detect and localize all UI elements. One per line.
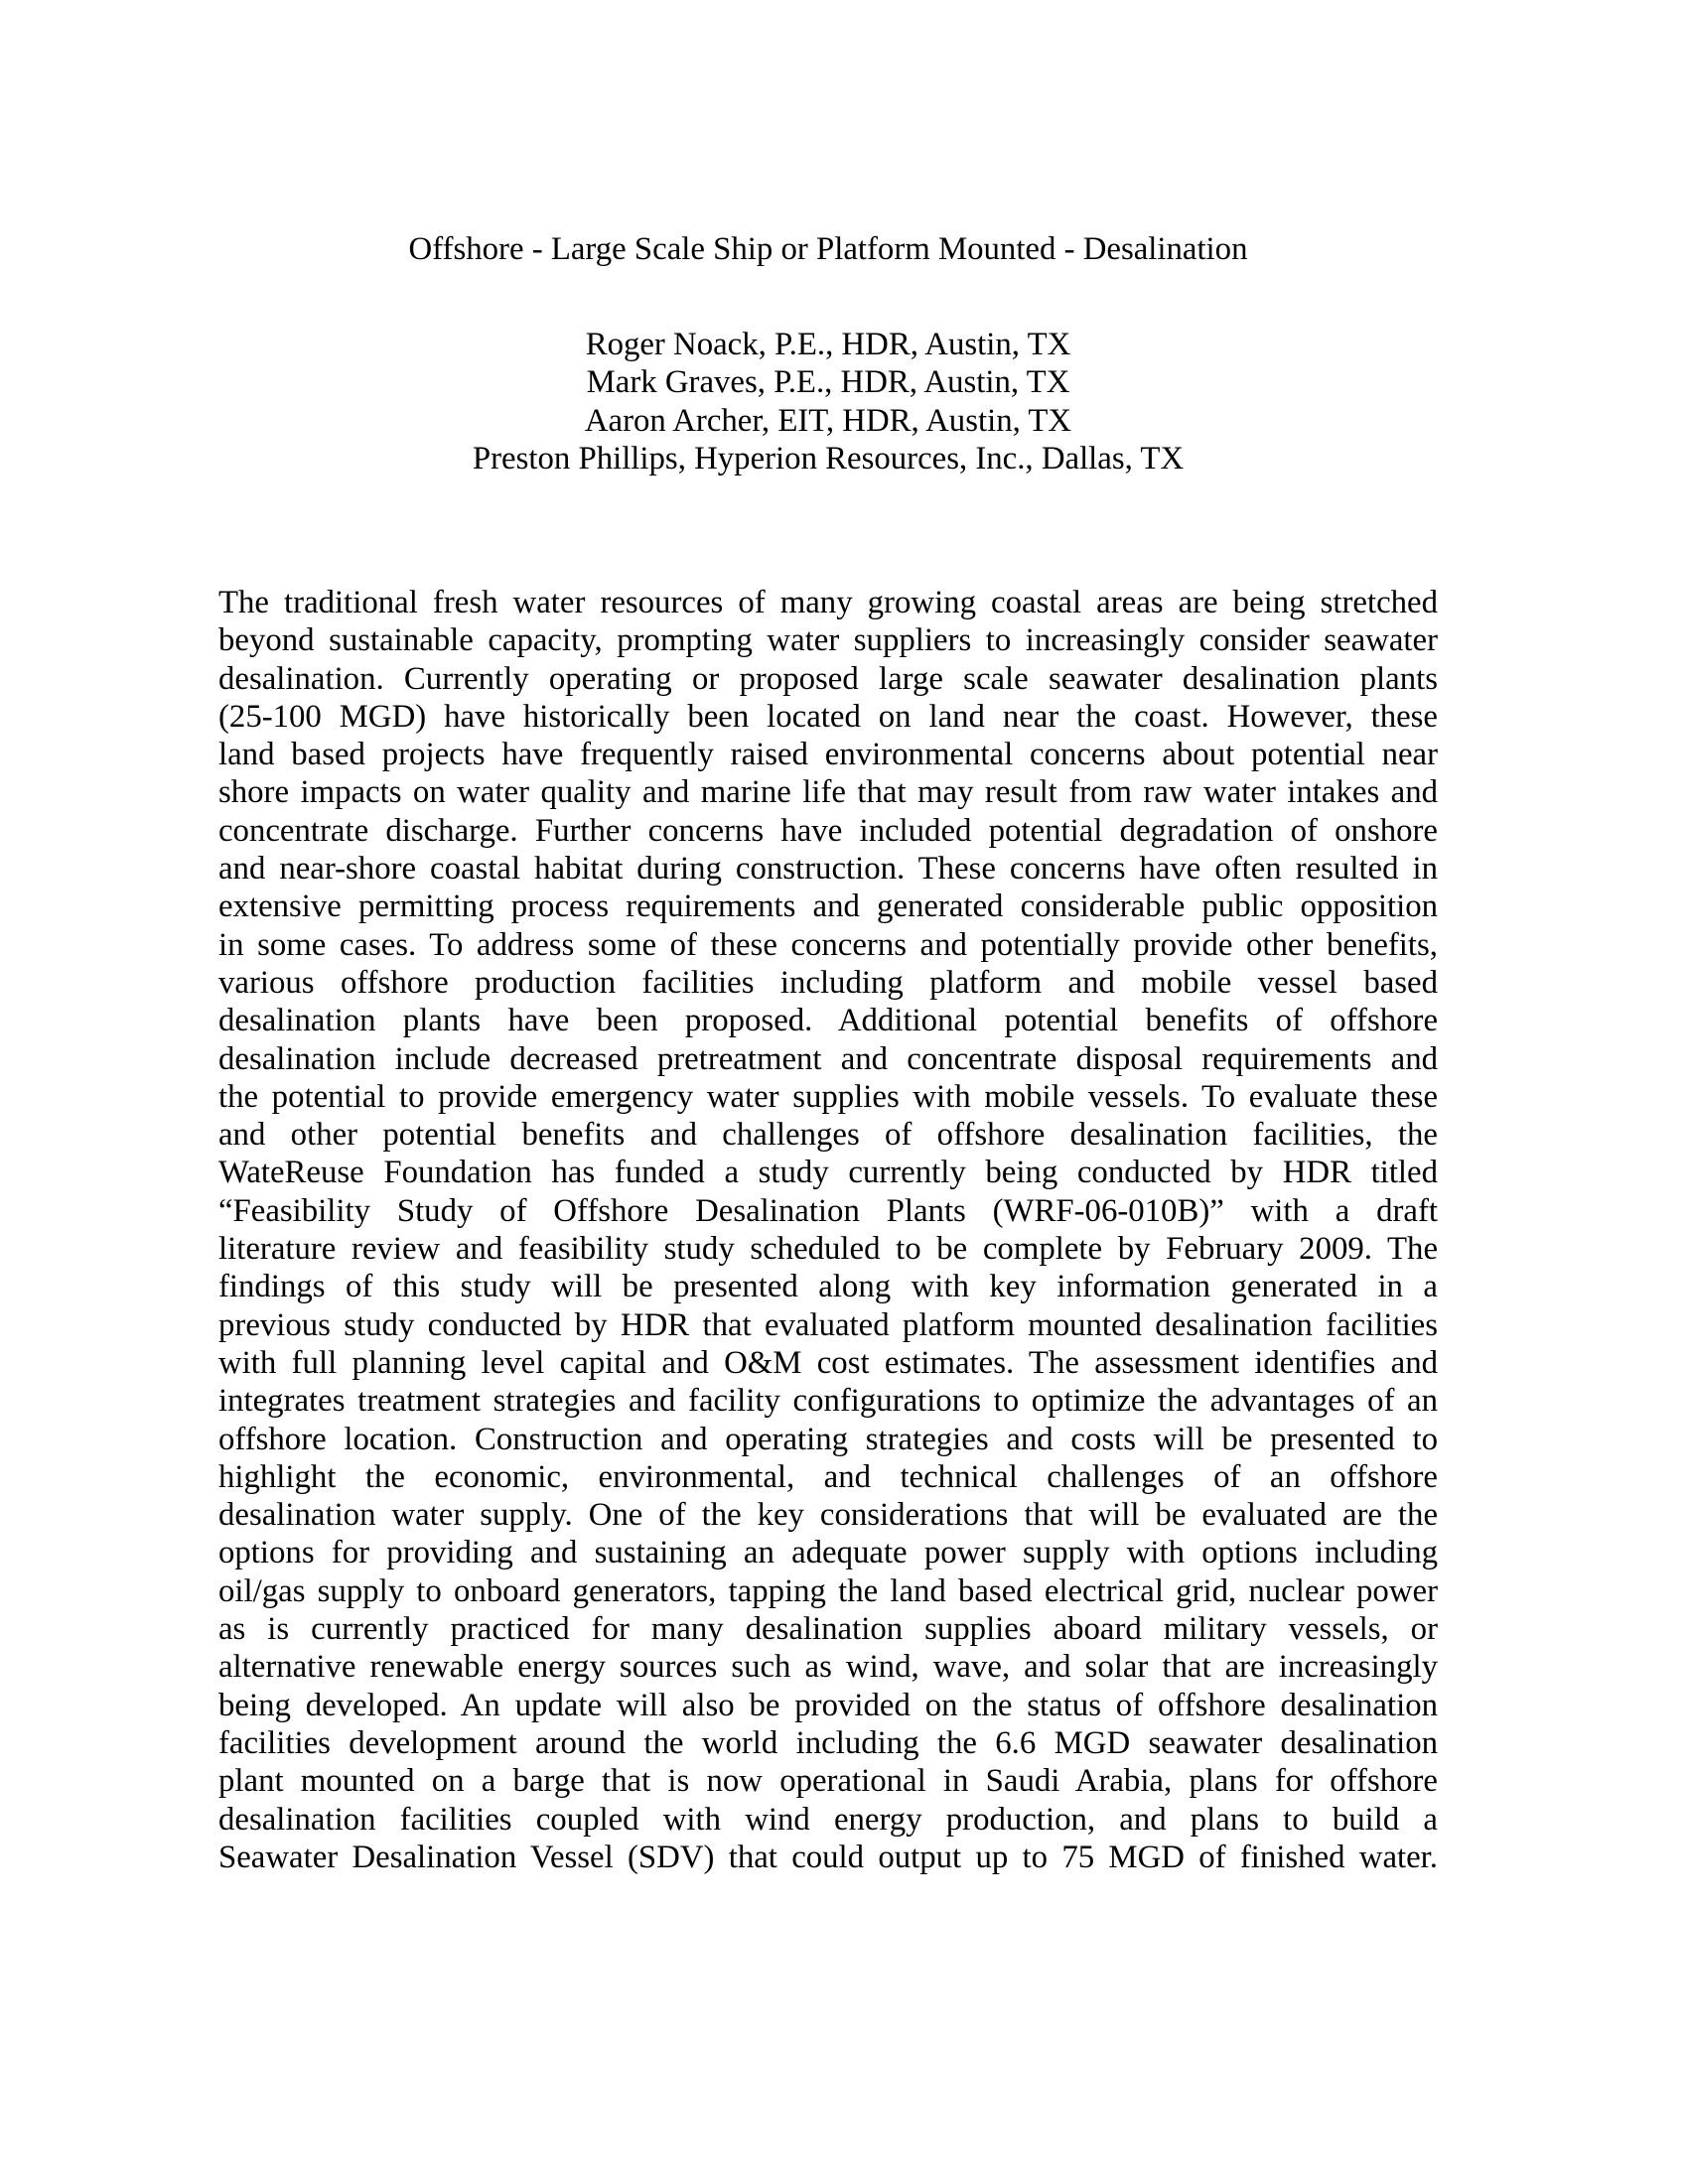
abstract-line: Seawater Desalination Vessel (SDV) that could output up to 75 MGD of finished water. [218, 1839, 1438, 1875]
abstract-line: desalination water supply. One of the key considerations that will be evaluated are the [218, 1497, 1438, 1534]
author-line: Preston Phillips, Hyperion Resources, Inc., Dallas, TX [472, 440, 1185, 477]
abstract-line: alternative renewable energy sources such as wind, wave, and solar that are increasingly [218, 1649, 1438, 1686]
abstract-line: land based projects have frequently raised environmental concerns about potential near [218, 737, 1438, 773]
abstract-line: integrates treatment strategies and facility configurations to optimize the advantages of an [218, 1383, 1438, 1420]
abstract-line: and other potential benefits and challenges of offshore desalination facilities, the [218, 1117, 1438, 1154]
abstract-line: desalination plants have been proposed. Additional potential benefits of offshore [218, 1003, 1438, 1039]
abstract-line: being developed. An update will also be provided on the status of offshore desalination [218, 1687, 1438, 1723]
abstract-line: options for providing and sustaining an adequate power supply with options including [218, 1535, 1438, 1571]
abstract-line: desalination facilities coupled with wind energy production, and plans to build a [218, 1801, 1438, 1838]
abstract-line: literature review and feasibility study scheduled to be complete by February 2009. The [218, 1231, 1438, 1268]
abstract-line: extensive permitting process requirements and generated considerable public opposition [218, 888, 1438, 925]
abstract-paragraph [218, 584, 1438, 1876]
abstract-line: (25-100 MGD) have historically been located on land near the coast. However, these [218, 698, 1438, 735]
abstract-line: findings of this study will be presented along with key information generated in a [218, 1269, 1438, 1305]
abstract-line: WateReuse Foundation has funded a study currently being conducted by HDR titled [218, 1155, 1438, 1191]
abstract-line: highlight the economic, environmental, and technical challenges of an offshore [218, 1458, 1438, 1495]
abstract-line: desalination include decreased pretreatment and concentrate disposal requirements and [218, 1040, 1438, 1077]
abstract-line: desalination. Currently operating or proposed large scale seawater desalination plants [218, 660, 1438, 697]
abstract-line: facilities development around the world including the 6.6 MGD seawater desalination [218, 1724, 1438, 1761]
abstract-line: in some cases. To address some of these concerns and potentially provide other benefits, [218, 926, 1438, 963]
abstract-line: and near-shore coastal habitat during construction. These concerns have often resulted in [218, 851, 1438, 887]
abstract-line: oil/gas supply to onboard generators, tapping the land based electrical grid, nuclear power [218, 1572, 1438, 1609]
abstract-line: as is currently practiced for many desalination supplies aboard military vessels, or [218, 1611, 1438, 1648]
abstract-line: the potential to provide emergency water supplies with mobile vessels. To evaluate these [218, 1078, 1438, 1115]
paper-title: Offshore - Large Scale Ship or Platform Mounted - Desalination [408, 231, 1248, 267]
abstract-line: shore impacts on water quality and marine life that may result from raw water intakes and [218, 774, 1438, 811]
abstract-line: various offshore production facilities including platform and mobile vessel based [218, 964, 1438, 1001]
abstract-line: concentrate discharge. Further concerns have included potential degradation of onshore [218, 812, 1438, 849]
author-block [218, 326, 1438, 478]
abstract-line: The traditional fresh water resources of many growing coastal areas are being stretched [218, 585, 1438, 620]
abstract-line: previous study conducted by HDR that evaluated platform mounted desalination facilities [218, 1306, 1438, 1343]
author-line: Mark Graves, P.E., HDR, Austin, TX [586, 364, 1070, 401]
abstract-line: plant mounted on a barge that is now operational in Saudi Arabia, plans for offshore [218, 1763, 1438, 1800]
abstract-line: with full planning level capital and O&M cost estimates. The assessment identifies and [218, 1344, 1438, 1381]
abstract-line: beyond sustainable capacity, prompting water suppliers to increasingly consider seawater [218, 622, 1438, 659]
author-line: Aaron Archer, EIT, HDR, Austin, TX [584, 402, 1072, 439]
author-line: Roger Noack, P.E., HDR, Austin, TX [585, 327, 1071, 362]
abstract-line: offshore location. Construction and operating strategies and costs will be presented to [218, 1421, 1438, 1457]
abstract-line: “Feasibility Study of Offshore Desalination Plants (WRF-06-010B)” with a draft [218, 1192, 1438, 1229]
